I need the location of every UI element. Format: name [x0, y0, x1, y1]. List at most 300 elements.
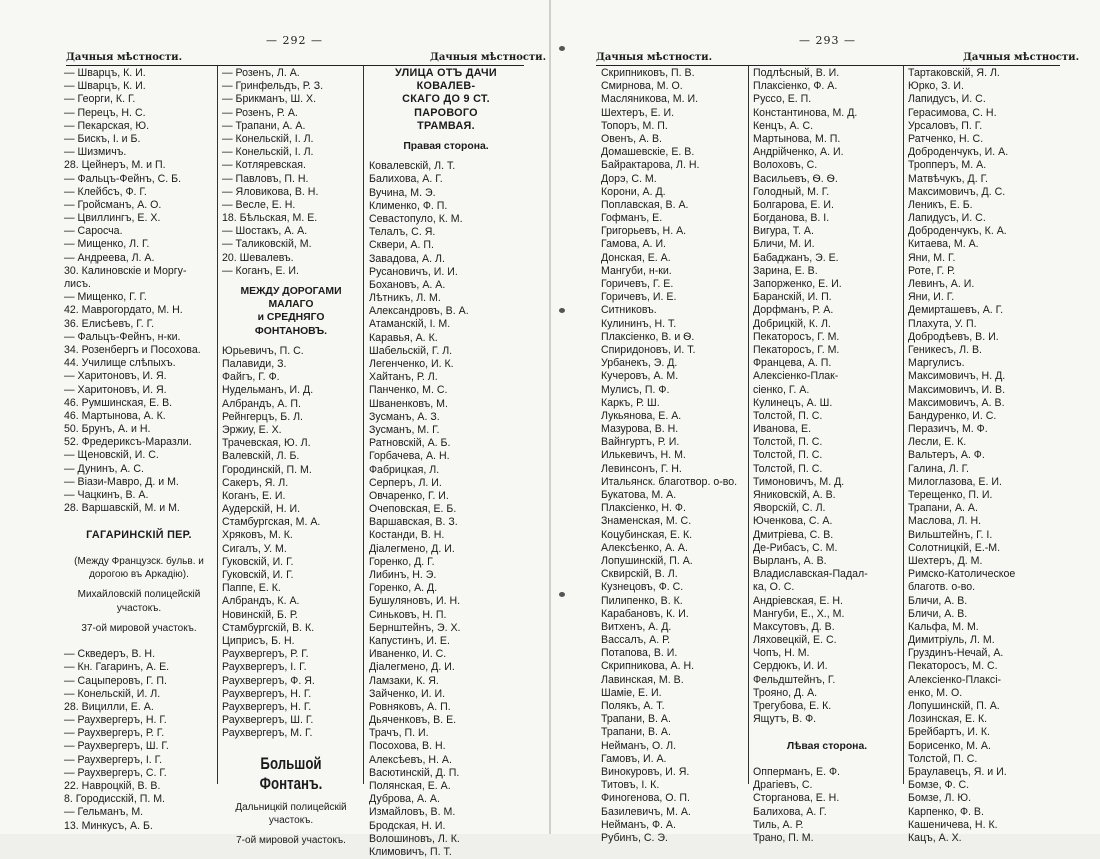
- directory-entry: Пекаторосъ, М. С.: [908, 660, 998, 673]
- directory-entry: — Цвиллингъ, Е. Х.: [64, 212, 161, 225]
- directory-entry: — Розенъ, Л. А.: [222, 67, 300, 79]
- directory-entry: Циприсъ, Б. Н.: [222, 634, 295, 647]
- spacer: [369, 153, 523, 160]
- directory-entry: Стамбургскій, В. К.: [222, 621, 315, 634]
- directory-entry: Букатова, М. А.: [601, 489, 677, 501]
- section-heading: УЛИЦА ОТЪ ДАЧИ КОВАЛЕВ-: [395, 67, 497, 93]
- directory-entry: Лапидусъ, И. С.: [908, 93, 986, 106]
- directory-entry: лисъ.: [64, 278, 91, 290]
- directory-entry: 46. Мартынова, А. К.: [64, 409, 166, 422]
- directory-entry: Бомзе, Ф. С.: [908, 779, 970, 792]
- directory-entry: — Скведеръ, В. Н.: [64, 648, 156, 661]
- directory-entry: 28. Вицилли, Е. А.: [64, 700, 154, 713]
- directory-entry: Итальянск. благотвор. о-во.: [601, 475, 738, 488]
- directory-entry: — Георги, К. Г.: [64, 93, 136, 106]
- directory-entry: Раухвергеръ, І. Г.: [222, 661, 307, 674]
- directory-entry: Лесли, Е. К.: [908, 436, 967, 449]
- directory-entry: Перазичъ, М. Ф.: [908, 423, 988, 436]
- directory-entry: Русановичъ, И. И.: [369, 265, 458, 278]
- directory-entry: Трояно, Д. А.: [753, 686, 818, 699]
- directory-entry: Раухвергеръ, М. Г.: [222, 727, 313, 740]
- directory-entry: Карабановъ, К. И.: [601, 607, 689, 620]
- directory-entry: Кацъ, А. Х.: [908, 831, 962, 844]
- directory-entry: Лопушинскій, П. А.: [908, 700, 1000, 712]
- directory-entry: Бличи, А. В.: [908, 594, 968, 607]
- directory-entry: — Розенъ, Р. А.: [222, 106, 298, 119]
- directory-entry: Богданова, В. І.: [753, 212, 830, 225]
- directory-entry: 20. Шевалевъ.: [222, 251, 294, 264]
- directory-entry: Полякъ, А. Т.: [601, 700, 665, 712]
- directory-entry: 34. Розенбергъ и Посохова.: [64, 343, 201, 356]
- directory-entry: — Котляревская.: [222, 159, 306, 172]
- directory-entry: Измайловъ, В. М.: [369, 806, 456, 819]
- directory-entry: 30. Калиновскіе и Моргу-: [64, 264, 187, 277]
- directory-entry: Драгіевъ, С.: [753, 779, 813, 792]
- directory-entry: Тимоновичъ, М. Д.: [753, 475, 845, 488]
- subheading: Лѣвая сторона.: [786, 740, 868, 752]
- directory-entry: Демирташевъ, А. Г.: [908, 304, 1004, 317]
- directory-entry: Либинъ, Н. Э.: [369, 569, 437, 582]
- directory-entry: Максутовъ, Д. В.: [753, 620, 835, 633]
- directory-entry: Сердюкъ, И. И.: [753, 660, 828, 673]
- directory-entry: Сквери, А. П.: [369, 239, 434, 252]
- directory-entry: Албрандъ, К. А.: [222, 595, 300, 608]
- column-1: [64, 67, 214, 833]
- directory-entry: Тиль, А. Р.: [753, 818, 804, 831]
- directory-entry: 46. Румшинская, Е. В.: [64, 396, 173, 409]
- running-header-right: Дачныя мѣстности.: [430, 52, 547, 63]
- directory-entry: Трано, П. М.: [753, 831, 814, 844]
- directory-entry: Васильевъ, Ѳ. Ѳ.: [753, 172, 838, 185]
- section-heading: СКАГО ДО 9 СТ. ПАРОВОГО: [402, 93, 490, 119]
- directory-entry: Атаманскій, І. М.: [369, 318, 451, 331]
- directory-entry: Владиславская-Падал-: [753, 568, 868, 581]
- directory-entry: Сигалъ, У. М.: [222, 542, 287, 555]
- directory-entry: 50. Брунъ, А. и Н.: [64, 423, 151, 436]
- directory-entry: Кальфа, М. М.: [908, 620, 979, 633]
- directory-entry: Маргулисъ.: [908, 357, 965, 370]
- directory-entry: Урсаловъ, П. Г.: [908, 119, 983, 132]
- directory-entry: Борисенко, М. А.: [908, 739, 991, 752]
- directory-entry: 18. Бѣльская, М. Е.: [222, 212, 318, 225]
- directory-entry: — Раухвергеръ, І. Г.: [64, 753, 163, 766]
- directory-entry: Дуброва, А. А.: [369, 793, 440, 806]
- directory-entry: Шехтеръ, Е. И.: [601, 106, 675, 119]
- directory-entry: Рейнгерцъ, Б. Л.: [222, 410, 303, 423]
- directory-entry: Донская, Е. А.: [601, 251, 671, 264]
- directory-entry: Яни, М. Г.: [908, 251, 956, 264]
- spacer: [64, 635, 214, 648]
- directory-entry: Костанди, В. Н.: [369, 529, 445, 542]
- spacer: [753, 726, 901, 739]
- running-header-right: Дачныя мѣстности.: [963, 52, 1080, 63]
- directory-entry: Лавинская, М. В.: [601, 673, 684, 686]
- directory-entry: Гамова, А. И.: [601, 238, 667, 251]
- directory-entry: Илькевичъ, Н. М.: [601, 449, 686, 462]
- directory-entry: Синьковъ, Н. П.: [369, 608, 447, 621]
- directory-entry: Поплавская, В. А.: [601, 198, 689, 211]
- directory-entry: Кенцъ, А. С.: [753, 119, 814, 132]
- directory-entry: Китаева, М. А.: [908, 238, 979, 251]
- directory-entry: Левинсонъ, Г. Н.: [601, 462, 682, 475]
- directory-entry: Горичевъ, Г. Е.: [601, 278, 674, 290]
- directory-entry: Юрьевичъ, П. С.: [222, 344, 304, 357]
- directory-entry: Милоглазова, Е. И.: [908, 475, 1002, 488]
- directory-entry: Бабаджанъ, Э. Е.: [753, 251, 839, 264]
- directory-entry: Вырланъ, А. В.: [753, 554, 827, 567]
- directory-entry: 13. Минкусъ, А. Б.: [64, 819, 153, 832]
- subheading: Правая сторона.: [403, 141, 489, 153]
- directory-entry: Трапани, В. А.: [601, 726, 671, 739]
- header-rule: [66, 65, 524, 66]
- directory-entry: Ровняковъ, А. П.: [369, 700, 451, 713]
- subheading: МЕЖДУ ДОРОГАМИ МАЛАГО: [240, 286, 342, 311]
- directory-entry: Пекаторосъ, Г. М.: [753, 330, 840, 343]
- directory-entry: Толстой, П. С.: [753, 462, 823, 475]
- directory-entry: Шваненковъ, М.: [369, 397, 448, 410]
- directory-entry: Бличи, М. И.: [753, 238, 815, 251]
- directory-entry: Плаксіенко, В. и Ѳ.: [601, 330, 695, 343]
- column-3: [908, 67, 1060, 845]
- directory-entry: Клименко, Ф. П.: [369, 199, 448, 212]
- directory-entry: — Чацкинъ, В. А.: [64, 489, 149, 501]
- column-divider: [903, 66, 904, 784]
- directory-entry: Зусманъ, М. Г.: [369, 423, 440, 436]
- directory-entry: 22. Навроцкій, В. В.: [64, 780, 161, 793]
- directory-entry: Лѣтникъ, Л. М.: [369, 292, 441, 305]
- directory-entry: Эржиу, Е. Х.: [222, 423, 282, 436]
- directory-entry: Константинова, М. Д.: [753, 106, 858, 119]
- directory-entry: Очеповская, Е. Б.: [369, 503, 457, 516]
- directory-entry: Груздинъ-Нечай, А.: [908, 647, 1004, 660]
- binding-mark: [559, 592, 565, 597]
- directory-entry: — Весле, Е. Н.: [222, 198, 296, 211]
- directory-entry: Коцубинская, Е. К.: [601, 528, 693, 541]
- directory-entry: Кулининъ, Н. Т.: [601, 317, 677, 330]
- directory-entry: Албрандъ, А. П.: [222, 397, 301, 410]
- directory-entry: Чопъ, Н. М.: [753, 647, 810, 660]
- directory-entry: — Клейбсъ, Ф. Г.: [64, 185, 147, 198]
- spacer: [222, 740, 360, 753]
- directory-entry: Бернштейнъ, Э. Х.: [369, 621, 461, 634]
- directory-entry: Левинъ, А. И.: [908, 278, 975, 290]
- directory-entry: Завадова, А. Л.: [369, 252, 445, 265]
- directory-entry: Вучина, М. Э.: [369, 186, 436, 199]
- directory-entry: Кузнецовъ, Ф. С.: [601, 581, 684, 594]
- directory-entry: Валевскій, Л. Б.: [222, 450, 300, 463]
- directory-entry: Варшавская, В. З.: [369, 516, 458, 529]
- directory-entry: Андріевская, Е. Н.: [753, 594, 843, 607]
- directory-entry: Домашевскіе, Е. В.: [601, 146, 695, 159]
- directory-entry: Плаксіенко, Н. Ф.: [601, 502, 686, 515]
- directory-entry: 28. Цейнеръ, М. и П.: [64, 159, 166, 172]
- directory-entry: Бомзе, Л. Ю.: [908, 792, 972, 805]
- header-rule: [596, 65, 1060, 66]
- spacer: [64, 515, 214, 528]
- directory-entry: Терещенко, П. И.: [908, 489, 993, 501]
- directory-entry: — Мищенко, Г. Г.: [64, 291, 147, 304]
- column-2: [753, 67, 901, 845]
- spacer: [64, 615, 214, 622]
- directory-entry: Хайтанъ, Р. Л.: [369, 371, 438, 384]
- directory-entry: Толстой, П. С.: [753, 449, 823, 462]
- directory-entry: Шехтеръ, Д. М.: [908, 554, 983, 567]
- directory-entry: Трачъ, П. И.: [369, 727, 429, 740]
- page-number: — 292 —: [266, 34, 323, 47]
- directory-entry: Максимовичъ, Д. С.: [908, 185, 1006, 198]
- directory-entry: Тартаковскій, Я. Л.: [908, 67, 1000, 79]
- directory-entry: Трапани, А. А.: [908, 502, 978, 515]
- directory-entry: Браулавецъ, Я. и И.: [908, 765, 1007, 778]
- directory-entry: Овчаренко, Г. И.: [369, 489, 449, 502]
- directory-entry: Посохова, В. Н.: [369, 740, 446, 753]
- directory-entry: 36. Елисѣевъ, Г. Г.: [64, 317, 155, 330]
- directory-entry: — Бискъ, І. и Б.: [64, 132, 141, 145]
- directory-entry: Скрипникова, А. Н.: [601, 660, 695, 673]
- directory-entry: Трегубова, Е. К.: [753, 700, 832, 712]
- directory-entry: Горенко, А. Д.: [369, 582, 438, 595]
- column-divider: [748, 66, 749, 784]
- directory-entry: Хряковъ, М. К.: [222, 529, 293, 542]
- directory-entry: Максимовичъ, И. В.: [908, 383, 1006, 396]
- directory-entry: Бродская, Н. И.: [369, 819, 446, 832]
- directory-entry: Телалъ, С. Я.: [369, 226, 436, 239]
- directory-entry: — Фальцъ-Фейнъ, С. Б.: [64, 172, 182, 185]
- column-divider: [217, 66, 218, 784]
- binding-mark: [559, 308, 565, 313]
- directory-entry: Шабельскій, Г. Л.: [369, 344, 453, 357]
- directory-entry: Горбачева, А. Н.: [369, 450, 450, 463]
- directory-entry: — Гельманъ, М.: [64, 806, 144, 819]
- directory-entry: Алексѣевъ, Н. А.: [369, 753, 452, 766]
- directory-entry: Подлѣсный, В. И.: [753, 67, 840, 79]
- directory-entry: Сакеръ, Я. Л.: [222, 476, 289, 489]
- directory-entry: — Брикманъ, Ш. Х.: [222, 93, 317, 106]
- section-note: Михайловскій полицейскій участокъ.: [77, 589, 201, 614]
- subheading: и СРЕДНЯГО ФОНТАНОВЪ.: [254, 312, 328, 337]
- directory-entry: Тропперъ, М. А.: [908, 159, 987, 172]
- directory-entry: Вальтеръ, А. Ф.: [908, 449, 985, 462]
- directory-entry: Вассалъ, А. Р.: [601, 634, 671, 647]
- directory-entry: Балихова, А. Г.: [753, 805, 827, 818]
- directory-entry: Роте, Г. Р.: [908, 264, 956, 277]
- directory-entry: Ляховецкій, Е. С.: [753, 634, 837, 647]
- directory-entry: — Гройсманъ, А. О.: [64, 198, 162, 211]
- directory-entry: Ящутъ, В. Ф.: [753, 713, 817, 726]
- directory-entry: Александровъ, В. А.: [369, 305, 469, 318]
- directory-entry: — Шварцъ, К. И.: [64, 80, 146, 93]
- directory-entry: Дорэ, С. М.: [601, 172, 657, 185]
- directory-entry: Байрактарова, Л. Н.: [601, 159, 700, 172]
- directory-entry: Толстой, П. С.: [908, 752, 978, 765]
- directory-entry: Добродѣевъ, В. И.: [908, 330, 999, 343]
- directory-entry: — Конельскій, І. Л.: [222, 146, 314, 159]
- directory-entry: Григорьевъ, Н. А.: [601, 225, 687, 238]
- directory-entry: Юрко, З. И.: [908, 80, 964, 93]
- directory-entry: — Пекарская, Ю.: [64, 119, 150, 132]
- directory-entry: Пекаторосъ, Г. М.: [753, 343, 840, 356]
- directory-entry: Мулисъ, П. Ф.: [601, 383, 670, 396]
- directory-entry: Горичевъ, И. Е.: [601, 291, 677, 304]
- directory-entry: Брейбартъ, И. К.: [908, 726, 991, 739]
- directory-entry: — Коганъ, Е. И.: [222, 264, 299, 277]
- directory-entry: Баранскій, И. П.: [753, 291, 832, 304]
- spacer: [64, 542, 214, 555]
- directory-entry: Дмитріева, С. В.: [753, 528, 834, 541]
- directory-entry: Витхенъ, А. Д.: [601, 620, 672, 633]
- directory-entry: Лопушинскій, П. А.: [601, 554, 693, 567]
- directory-entry: — Щеновскій, И. С.: [64, 449, 159, 462]
- directory-entry: Запорженко, Е. И.: [753, 278, 842, 290]
- directory-entry: Бохановъ, А. А.: [369, 278, 446, 291]
- directory-entry: Кулинецъ, А. Ш.: [753, 396, 833, 409]
- directory-entry: Доброденчукъ, К. А.: [908, 225, 1007, 238]
- directory-entry: Мазурова, В. Н.: [601, 423, 679, 436]
- directory-entry: Раухвергеръ, Н. Г.: [222, 700, 312, 713]
- column-2: [222, 67, 360, 847]
- directory-entry: Полянская, Е. А.: [369, 780, 451, 793]
- directory-entry: ка, О. С.: [753, 581, 795, 594]
- directory-entry: Скрипниковъ, П. В.: [601, 67, 695, 79]
- directory-entry: Нудельманъ, И. Д.: [222, 384, 314, 397]
- section-note: 37-ой мировой участокъ.: [81, 622, 197, 634]
- directory-entry: 52. Фредериксъ-Маразли.: [64, 436, 192, 449]
- directory-entry: Максимовичъ, А. В.: [908, 396, 1005, 409]
- directory-entry: Алексѣенко, А. А.: [601, 541, 688, 554]
- directory-entry: Римско-Католическое: [908, 568, 1016, 581]
- directory-entry: Де-Рибасъ, С. М.: [753, 541, 838, 554]
- directory-entry: 8. Городисскій, П. М.: [64, 793, 166, 806]
- directory-entry: Палавиди, З.: [222, 358, 287, 370]
- section-heading: ГАГАРИНСКІЙ ПЕР.: [86, 528, 192, 541]
- directory-entry: Болгарова, Е. И.: [753, 198, 834, 211]
- section-note: Дальницкій полицейскій участокъ.: [235, 801, 347, 826]
- directory-entry: Финогенова, О. П.: [601, 792, 690, 805]
- directory-entry: Алексіенко-Плаксі-: [908, 673, 1002, 686]
- directory-entry: — Таликовскій, М.: [222, 238, 312, 251]
- directory-entry: благотв. о-во.: [908, 581, 976, 594]
- directory-entry: Серперъ, Л. И.: [369, 476, 442, 489]
- spacer: [222, 827, 360, 834]
- directory-entry: Файгъ, Г. Ф.: [222, 371, 280, 384]
- directory-entry: Корони, А. Д.: [601, 185, 666, 198]
- directory-entry: Нейманъ, О. Л.: [601, 739, 677, 752]
- directory-entry: — Раухвергеръ, С. Г.: [64, 766, 167, 779]
- directory-entry: — Конельскій, І. Л.: [222, 132, 314, 145]
- section-heading: ТРАМВАЯ.: [417, 119, 475, 132]
- left-page: [0, 0, 549, 858]
- page-number: — 293 —: [799, 34, 856, 47]
- directory-entry: 44. Училище слѣпыхъ.: [64, 357, 176, 370]
- directory-entry: Лукьянова, Е. А.: [601, 409, 682, 422]
- directory-entry: Волоховъ, С.: [753, 159, 818, 172]
- directory-entry: Лапидусъ, И. С.: [908, 212, 986, 225]
- directory-entry: Добрицкій, К. Л.: [753, 317, 831, 330]
- directory-entry: Ковалевскій, Л. Т.: [369, 160, 456, 173]
- directory-entry: Рубинъ, С. Э.: [601, 831, 668, 844]
- directory-entry: Легенченко, И. К.: [369, 358, 454, 371]
- spacer: [753, 753, 901, 766]
- spacer: [222, 338, 360, 345]
- directory-entry: Базилевичъ, М. А.: [601, 805, 691, 818]
- directory-entry: сіенко, Г. А.: [753, 383, 810, 396]
- directory-entry: Фельдштейнъ, Г.: [753, 673, 836, 686]
- directory-entry: — Шизмичъ.: [64, 146, 127, 159]
- directory-entry: Иваненко, И. С.: [369, 648, 447, 661]
- directory-entry: Яворскій, С. Л.: [753, 502, 826, 515]
- spacer: [64, 581, 214, 588]
- directory-entry: Максимовичъ, Н. Д.: [908, 370, 1006, 383]
- directory-entry: Раухвергеръ, Р. Г.: [222, 648, 309, 661]
- directory-entry: Коганъ, Е. И.: [222, 489, 286, 502]
- directory-entry: Ламзаки, К. Я.: [369, 674, 439, 687]
- directory-entry: Дьяченковъ, В. Е.: [369, 714, 457, 727]
- directory-entry: — Перецъ, Н. С.: [64, 106, 146, 119]
- directory-entry: Ратновскій, А. Б.: [369, 437, 451, 450]
- running-header-left: Дачныя мѣстности.: [66, 52, 183, 63]
- directory-entry: Ситниковъ.: [601, 304, 657, 317]
- directory-entry: Толстой, П. С.: [753, 436, 823, 449]
- directory-entry: Масляникова, М. И.: [601, 93, 699, 106]
- directory-entry: Сторганова, Е. Н.: [753, 792, 840, 805]
- directory-entry: Городинскій, П. М.: [222, 463, 312, 476]
- directory-entry: Титовъ, І. К.: [601, 779, 660, 792]
- directory-entry: Раухвергеръ, Ш. Г.: [222, 714, 314, 727]
- directory-entry: Панченко, М. С.: [369, 384, 448, 397]
- directory-entry: Голодный, М. Г.: [753, 185, 830, 198]
- directory-entry: Шамiе, Е. И.: [601, 686, 662, 699]
- directory-entry: — Павловъ, П. Н.: [222, 172, 309, 185]
- directory-entry: Лозинская, Е. К.: [908, 713, 988, 726]
- directory-entry: Климовичъ, П. Т.: [369, 845, 452, 858]
- directory-entry: енко, М. О.: [908, 686, 963, 699]
- directory-entry: Спиридоновъ, И. Т.: [601, 343, 696, 356]
- directory-entry: Діалегмено, Д. И.: [369, 661, 455, 674]
- directory-entry: Алексіенко-Плак-: [753, 370, 839, 383]
- directory-entry: Гуковскій, И. Г.: [222, 569, 294, 581]
- directory-entry: Вайнгуртъ, Р. И.: [601, 436, 680, 449]
- directory-entry: Мангуби, Е., Х., М.: [753, 607, 845, 620]
- directory-entry: Гуковскій, И. Г.: [222, 555, 294, 568]
- directory-entry: Пилипенко, В. К.: [601, 594, 683, 607]
- directory-entry: Стамбургская, М. А.: [222, 516, 321, 529]
- directory-entry: Раухвергеръ, Ф. Я.: [222, 674, 315, 687]
- directory-entry: Горенко, Д. Г.: [369, 555, 435, 568]
- directory-entry: Толстой, П. С.: [753, 409, 823, 422]
- directory-entry: Овенъ, А. В.: [601, 132, 662, 145]
- running-header-left: Дачныя мѣстности.: [596, 52, 713, 63]
- directory-entry: — Мищенко, Л. Г.: [64, 238, 150, 251]
- directory-entry: Вильштейнъ, Г. І.: [908, 528, 993, 541]
- directory-entry: Капустинъ, И. Е.: [369, 634, 450, 647]
- directory-entry: Руссо, Е. П.: [753, 93, 812, 106]
- directory-entry: Потапова, В. И.: [601, 647, 678, 660]
- right-page: [551, 0, 1100, 844]
- directory-entry: Солотницкій, Е.-М.: [908, 541, 1001, 554]
- directory-entry: Гамовъ, И. А.: [601, 752, 667, 765]
- directory-entry: Матвѣчукъ, Д. Г.: [908, 172, 988, 185]
- directory-entry: — Трапани, А. А.: [222, 119, 306, 132]
- directory-entry: Каркъ, Р. Ш.: [601, 396, 660, 409]
- directory-entry: Димитріуль, Л. М.: [908, 634, 995, 647]
- directory-entry: Діалегмено, Д. И.: [369, 542, 455, 555]
- directory-entry: — Раухвергеръ, Н. Г.: [64, 714, 167, 727]
- directory-entry: Волошиновъ, Л. К.: [369, 832, 460, 845]
- directory-entry: Урбанекъ, Э. Д.: [601, 357, 678, 370]
- directory-entry: Зусманъ, А. З.: [369, 410, 440, 423]
- spacer: [369, 133, 523, 140]
- directory-entry: Знаменская, М. С.: [601, 515, 692, 528]
